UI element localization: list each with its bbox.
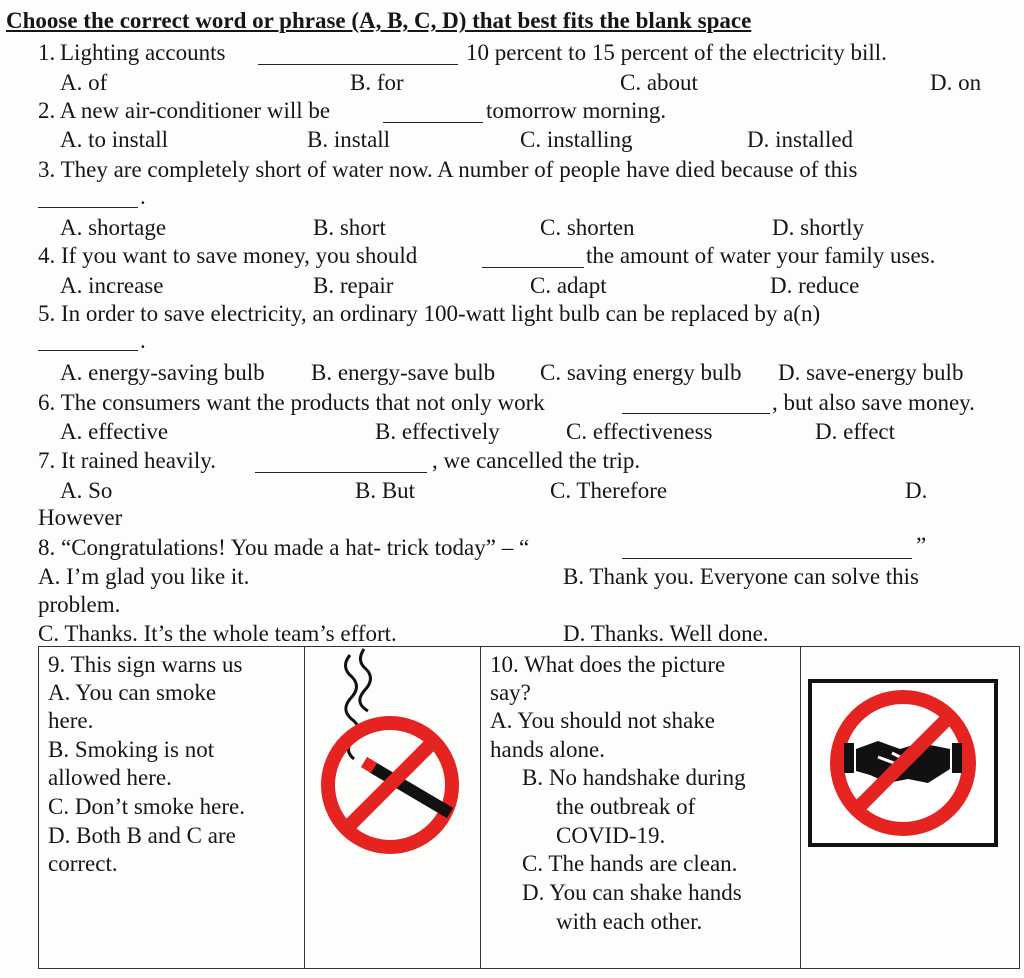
q5-text: 5. In order to save electricity, an ordinary 100-watt light bulb can be replaced by a(n)	[38, 301, 821, 326]
q7-text-after: , we cancelled the trip.	[432, 448, 641, 473]
prohibit-slash	[346, 741, 434, 829]
q9-option-c[interactable]: C. Don’t smoke here.	[48, 794, 245, 819]
q7-text-before: 7. It rained heavily.	[38, 448, 216, 473]
q1-number: 1.	[38, 40, 56, 65]
q4-blank[interactable]	[482, 267, 584, 268]
table-divider-1	[304, 646, 305, 968]
q3-option-c[interactable]: C. shorten	[540, 215, 635, 240]
q7-blank[interactable]	[255, 472, 427, 473]
left-cuff	[844, 743, 854, 773]
q6-text-before: 6. The consumers want the products that not only work	[38, 390, 545, 415]
q6-option-b[interactable]: B. effectively	[375, 419, 500, 444]
q10-option-b[interactable]: B. No handshake during	[522, 765, 746, 790]
q2-option-d[interactable]: D. installed	[747, 127, 854, 152]
q1-text-after: 10 percent to 15 percent of the electricity bill.	[466, 40, 887, 65]
q2-option-c[interactable]: C. installing	[520, 127, 633, 152]
q8-option-a[interactable]: A. I’m glad you like it.	[38, 564, 250, 589]
q10-option-b-cont-2[interactable]: COVID-19.	[556, 823, 666, 848]
q10-option-d[interactable]: D. You can shake hands	[522, 880, 742, 905]
q3-option-d[interactable]: D. shortly	[772, 215, 864, 240]
q9-option-a-cont[interactable]: here.	[48, 708, 94, 733]
q6-blank[interactable]	[622, 413, 770, 414]
q7-option-b[interactable]: B. But	[355, 478, 416, 503]
q2-option-a[interactable]: A. to install	[60, 127, 168, 152]
cigarette-tip	[364, 762, 374, 768]
q1-blank[interactable]	[258, 64, 458, 65]
q4-option-c[interactable]: C. adapt	[530, 273, 607, 298]
q8-text: 8. “Congratulations! You made a hat- trick today” – “	[38, 535, 530, 560]
q3-text: 3. They are completely short of water now. A number of people have died because of this	[38, 157, 858, 182]
table-right-border	[1019, 646, 1020, 968]
q1-option-a[interactable]: A. of	[60, 70, 108, 95]
no-handshake-icon	[808, 679, 998, 849]
q4-option-a[interactable]: A. increase	[60, 273, 164, 298]
q6-option-d[interactable]: D. effect	[815, 419, 896, 444]
q7-option-d[interactable]: D.	[905, 478, 928, 503]
q10-option-a[interactable]: A. You should not shake	[490, 708, 715, 733]
right-cuff	[952, 743, 962, 773]
no-smoking-icon	[320, 645, 480, 845]
smoke-wisp-icon	[360, 649, 371, 711]
q7-option-a[interactable]: A. So	[60, 478, 113, 503]
q9-option-a[interactable]: A. You can smoke	[48, 680, 217, 705]
q1-text-before: Lighting accounts	[60, 40, 226, 65]
table-divider-2	[480, 646, 481, 968]
q5-option-b[interactable]: B. energy-save bulb	[311, 360, 496, 385]
q8-option-b-continued[interactable]: problem.	[38, 592, 121, 617]
q8-close-quote: ”	[916, 533, 927, 558]
q2-blank[interactable]	[383, 122, 483, 123]
q7-option-d-word[interactable]: However	[38, 505, 123, 530]
q2-option-b[interactable]: B. install	[307, 127, 391, 152]
q9-option-d-cont[interactable]: correct.	[48, 851, 118, 876]
q8-option-c[interactable]: C. Thanks. It’s the whole team’s effort.	[38, 621, 397, 646]
q4-text-after: the amount of water your family uses.	[586, 243, 936, 268]
q5-option-c[interactable]: C. saving energy bulb	[540, 360, 742, 385]
q10-line-2: say?	[490, 680, 531, 705]
q9-option-d[interactable]: D. Both B and C are	[48, 823, 236, 848]
q1-option-d[interactable]: D. on	[930, 70, 982, 95]
q10-option-c[interactable]: C. The hands are clean.	[522, 851, 738, 876]
q4-option-b[interactable]: B. repair	[313, 273, 394, 298]
q1-option-b[interactable]: B. for	[350, 70, 404, 95]
q2-text-after: tomorrow morning.	[486, 98, 667, 123]
q10-option-a-cont[interactable]: hands alone.	[490, 737, 605, 762]
q9-option-b-cont[interactable]: allowed here.	[48, 765, 172, 790]
q5-blank[interactable]	[38, 350, 138, 351]
q8-option-b[interactable]: B. Thank you. Everyone can solve this	[563, 564, 920, 589]
instruction-heading: Choose the correct word or phrase (A, B, C, D) that best fits the blank space	[6, 8, 752, 33]
q1-option-c[interactable]: C. about	[620, 70, 698, 95]
table-top-border	[38, 646, 1020, 647]
q8-blank[interactable]	[622, 558, 912, 559]
q3-option-b[interactable]: B. short	[313, 215, 386, 240]
q6-text-after: , but also save money.	[772, 390, 975, 415]
table-divider-3	[800, 646, 801, 968]
q5-option-d[interactable]: D. save-energy bulb	[778, 360, 964, 385]
q10-option-b-cont-1[interactable]: the outbreak of	[556, 794, 696, 819]
table-bottom-border	[38, 968, 1020, 969]
q7-option-c[interactable]: C. Therefore	[550, 478, 668, 503]
q3-period: .	[140, 184, 146, 209]
q8-option-d[interactable]: D. Thanks. Well done.	[563, 621, 769, 646]
q3-option-a[interactable]: A. shortage	[60, 215, 167, 240]
q9-option-b[interactable]: B. Smoking is not	[48, 737, 215, 762]
q10-option-d-cont[interactable]: with each other.	[556, 909, 703, 934]
q2-text-before: 2. A new air-conditioner will be	[38, 98, 331, 123]
table-left-border	[38, 646, 39, 968]
q3-blank[interactable]	[38, 207, 138, 208]
q4-text-before: 4. If you want to save money, you should	[38, 243, 418, 268]
q5-option-a[interactable]: A. energy-saving bulb	[60, 360, 265, 385]
q4-option-d[interactable]: D. reduce	[770, 273, 860, 298]
q9-line-1: 9. This sign warns us	[48, 652, 243, 677]
q10-line-1: 10. What does the picture	[490, 652, 726, 677]
q6-option-a[interactable]: A. effective	[60, 419, 169, 444]
q5-period: .	[140, 328, 146, 353]
q6-option-c[interactable]: C. effectiveness	[566, 419, 713, 444]
